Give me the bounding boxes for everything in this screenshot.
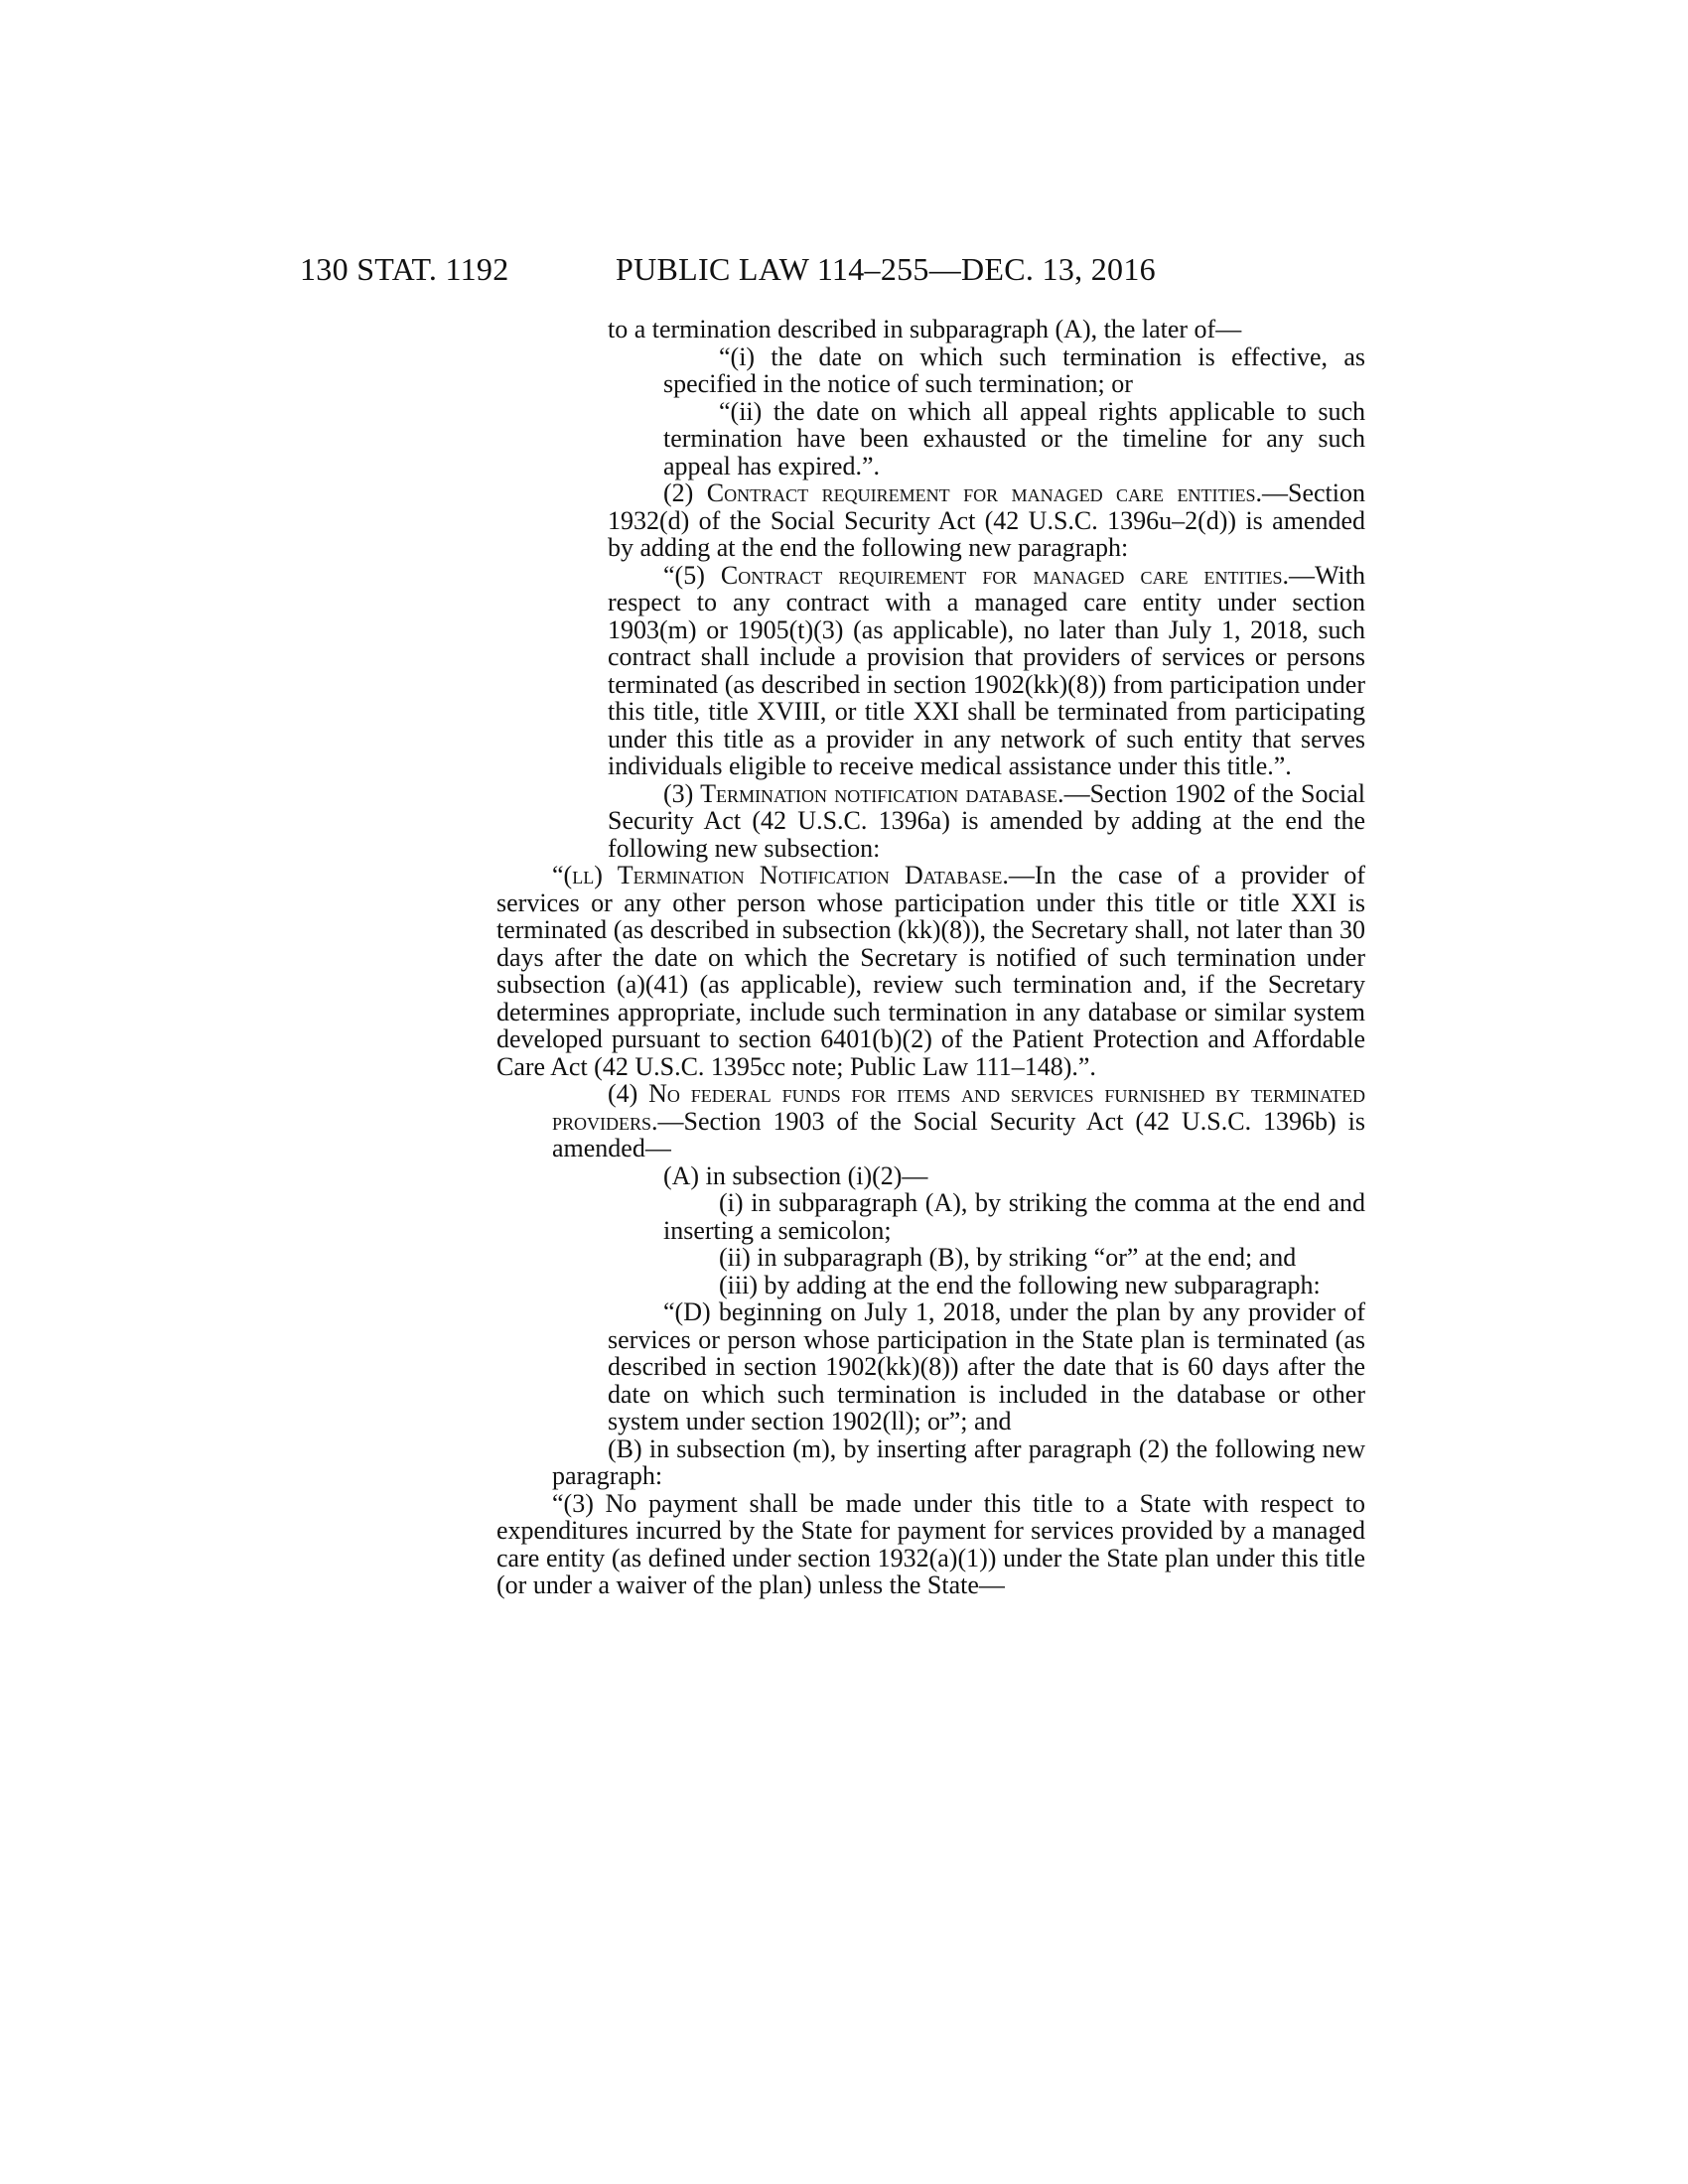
paragraph: “(i) the date on which such termination is effective, as specified in the notice of such termination; or [663,341,1365,398]
paragraph-text: —In the case of a provider of services or any other person whose participation under this title or title XXI is terminated (as described in subsection (kk)(8)), the Secretary shall, not later than 30 days after the date on which the Secretary is notified of such termination under subsection (a)(41) (as applicable), review such termination and, if the Secretary determines appropriate, include such termination in any database or similar system developed pursuant to section 6401(b)(2) of the Patient Protection and Affordable Care Act (42 U.S.C. 1395cc note; Public Law 111–148).”. [496,861,1365,1081]
paragraph-text: —Section 1903 of the Social Security Act (42 U.S.C. 1396b) is amended— [552,1106,1365,1162]
paragraph [496,862,1365,1080]
paragraph: “(ii) the date on which all appeal rights applicable to such termination have been exhausted or the timeline for any such appeal has expired.”. [663,396,1365,480]
paragraph-heading: (4) No federal funds for items and services furnished by terminated providers. [552,1079,1365,1136]
paragraph-text: —Section 1902 of the Social Security Act (42 U.S.C. 1396a) is amended by adding at the end the following new subsection: [608,778,1365,863]
paragraph: to a termination described in subparagraph (A), the later of— [608,315,1242,343]
paragraph: (iii) by adding at the end the following new subparagraph: [719,1270,1321,1299]
paragraph [496,1080,1365,1162]
paragraph [496,479,1365,562]
statute-reference: 130 STAT. 1192 [300,251,509,287]
paragraph: (ii) in subparagraph (B), by striking “or” at the end; and [719,1243,1297,1272]
paragraph: “(D) beginning on July 1, 2018, under the plan by any provider of services or person whose participation in the State plan is terminated (as described in section 1902(kk)(8)) after the date that is 60 days after the date on which such termination is included in the database or other system under section 1902(ll); or”; and [608,1297,1365,1435]
paragraph [496,780,1365,863]
paragraph: (B) in subsection (m), by inserting after paragraph (2) the following new paragraph: [552,1433,1365,1490]
paragraph: (i) in subparagraph (A), by striking the comma at the end and inserting a semicolon; [663,1188,1365,1245]
paragraph-heading: “(ll) Termination Notification Database. [552,861,1009,889]
paragraph-text: —With respect to any contract with a managed care entity under section 1903(m) or 1905(t)(3) (as applicable), no later than July 1, 2018, such contract shall include a provision that providers of services or persons terminated (as described in section 1902(kk)(8)) from participation under this title, title XVIII, or title XXI shall be terminated from participating under this title as a provider in any network of such entity that serves individuals eligible to receive medical assistance under this title.”. [608,560,1365,780]
page-title: PUBLIC LAW 114–255—DEC. 13, 2016 [616,251,1156,287]
document-body [496,316,1365,1599]
paragraph-text: —Section 1932(d) of the Social Security Act (42 U.S.C. 1396u–2(d)) is amended by adding at the end the following new paragraph: [608,478,1365,562]
paragraph [496,562,1365,780]
paragraph-heading: “(5) Contract requirement for managed care entities. [663,560,1290,590]
paragraph-heading: (2) Contract requirement for managed care entities. [663,478,1262,507]
paragraph: (A) in subsection (i)(2)— [663,1160,928,1190]
paragraph: “(3) No payment shall be made under this title to a State with respect to expenditures incurred by the State for payment for services provided by a managed care entity (as defined under section 1932(a)(1)) under the State plan under this title (or under a waiver of the plan) unless the State— [496,1488,1365,1599]
paragraph-heading: (3) Termination notification database. [663,778,1064,808]
